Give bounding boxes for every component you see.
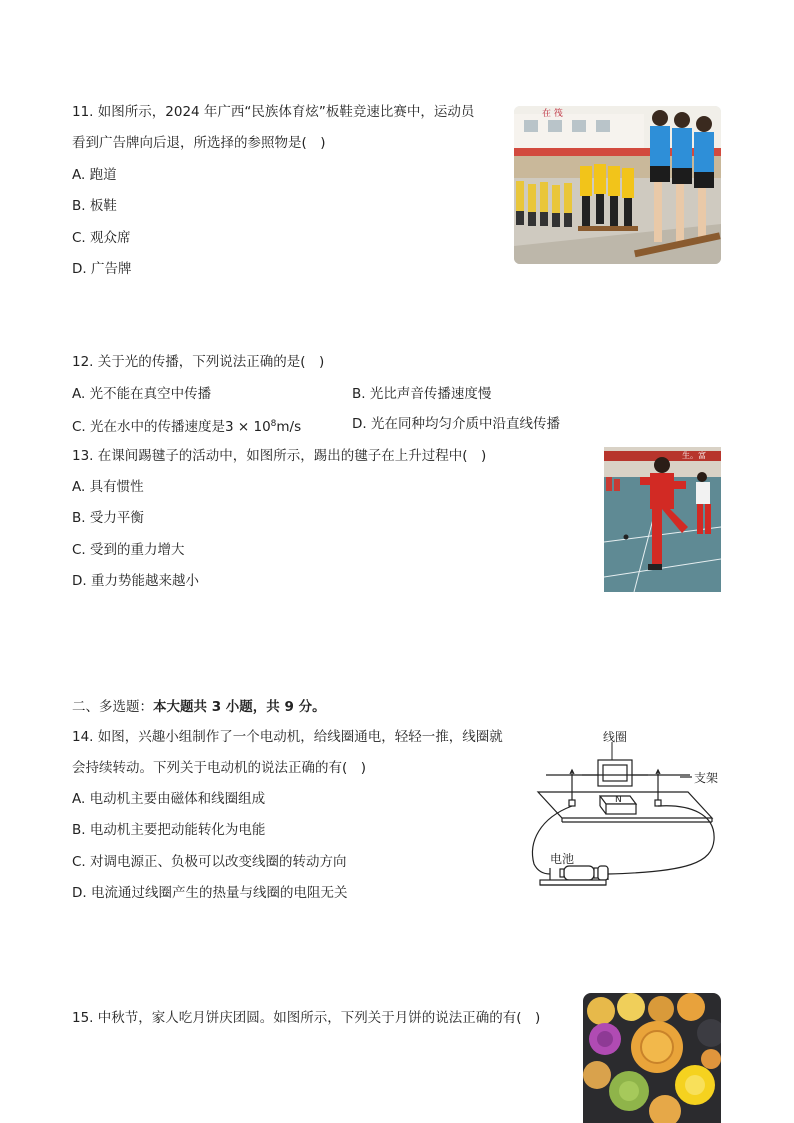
q14-option-a: A. 电动机主要由磁体和线圈组成 xyxy=(72,791,266,807)
magnet-north-label: N xyxy=(615,795,622,805)
q15-mooncake-photo xyxy=(583,993,721,1123)
q14-stem-line2: 会持续转动。下列关于电动机的说法正确的有( ) xyxy=(72,760,367,776)
q11-race-photo xyxy=(514,106,721,264)
q12-option-c xyxy=(72,414,301,437)
q12-option-a: A. 光不能在真空中传播 xyxy=(72,386,212,402)
q14-motor-diagram xyxy=(520,722,730,894)
q14-option-c: C. 对调电源正、负极可以改变线圈的转动方向 xyxy=(72,854,347,870)
q12-option-c-unit: m/s xyxy=(276,419,302,435)
q15-stem: 15. 中秋节，家人吃月饼庆团圆。如图所示，下列关于月饼的说法正确的有( ) xyxy=(72,1010,541,1026)
section-description: 本大题共 3 小题，共 9 分。 xyxy=(153,699,326,715)
q13-option-a: A. 具有惯性 xyxy=(72,479,144,495)
stand-label: 支架 xyxy=(694,771,719,785)
q14-stem-line1: 14. 如图，兴趣小组制作了一个电动机，给线圈通电，轻轻一推，线圈就 xyxy=(72,729,503,745)
q11-photo-sign: 在 筏 xyxy=(542,109,563,119)
section-title-multiple-choice xyxy=(72,695,326,715)
q11-option-a: A. 跑道 xyxy=(72,167,117,183)
q13-option-d: D. 重力势能越来越小 xyxy=(72,573,199,589)
q11-stem-line1: 11. 如图所示，2024 年广西“民族体育炫”板鞋竞速比赛中，运动员 xyxy=(72,104,475,120)
q13-stem: 13. 在课间踢毽子的活动中，如图所示，踢出的毽子在上升过程中( ) xyxy=(72,448,487,464)
q11-option-d: D. 广告牌 xyxy=(72,261,132,277)
q12-stem: 12. 关于光的传播，下列说法正确的是( ) xyxy=(72,354,325,370)
q12-option-b: B. 光比声音传播速度慢 xyxy=(352,386,492,402)
q14-option-b: B. 电动机主要把动能转化为电能 xyxy=(72,822,266,838)
q13-shuttlecock-photo xyxy=(604,447,721,592)
q11-option-b: B. 板鞋 xyxy=(72,198,117,214)
q12-option-c-exponent: 8 xyxy=(270,419,277,429)
section-prefix: 二、多选题： xyxy=(72,699,153,715)
q13-option-c: C. 受到的重力增大 xyxy=(72,542,185,558)
battery-label: 电池 xyxy=(550,852,575,866)
q14-option-d: D. 电流通过线圈产生的热量与线圈的电阻无关 xyxy=(72,885,348,901)
q12-option-c-text: C. 光在水中的传播速度是3 × 10 xyxy=(72,419,271,435)
coil-label: 线圈 xyxy=(603,730,628,744)
q13-photo-sign: 生。富 xyxy=(682,451,706,460)
q12-option-d: D. 光在同种均匀介质中沿直线传播 xyxy=(352,416,560,432)
q11-stem-line2: 看到广告牌向后退，所选择的参照物是( ) xyxy=(72,135,326,151)
q13-option-b: B. 受力平衡 xyxy=(72,510,144,526)
q11-option-c: C. 观众席 xyxy=(72,230,131,246)
